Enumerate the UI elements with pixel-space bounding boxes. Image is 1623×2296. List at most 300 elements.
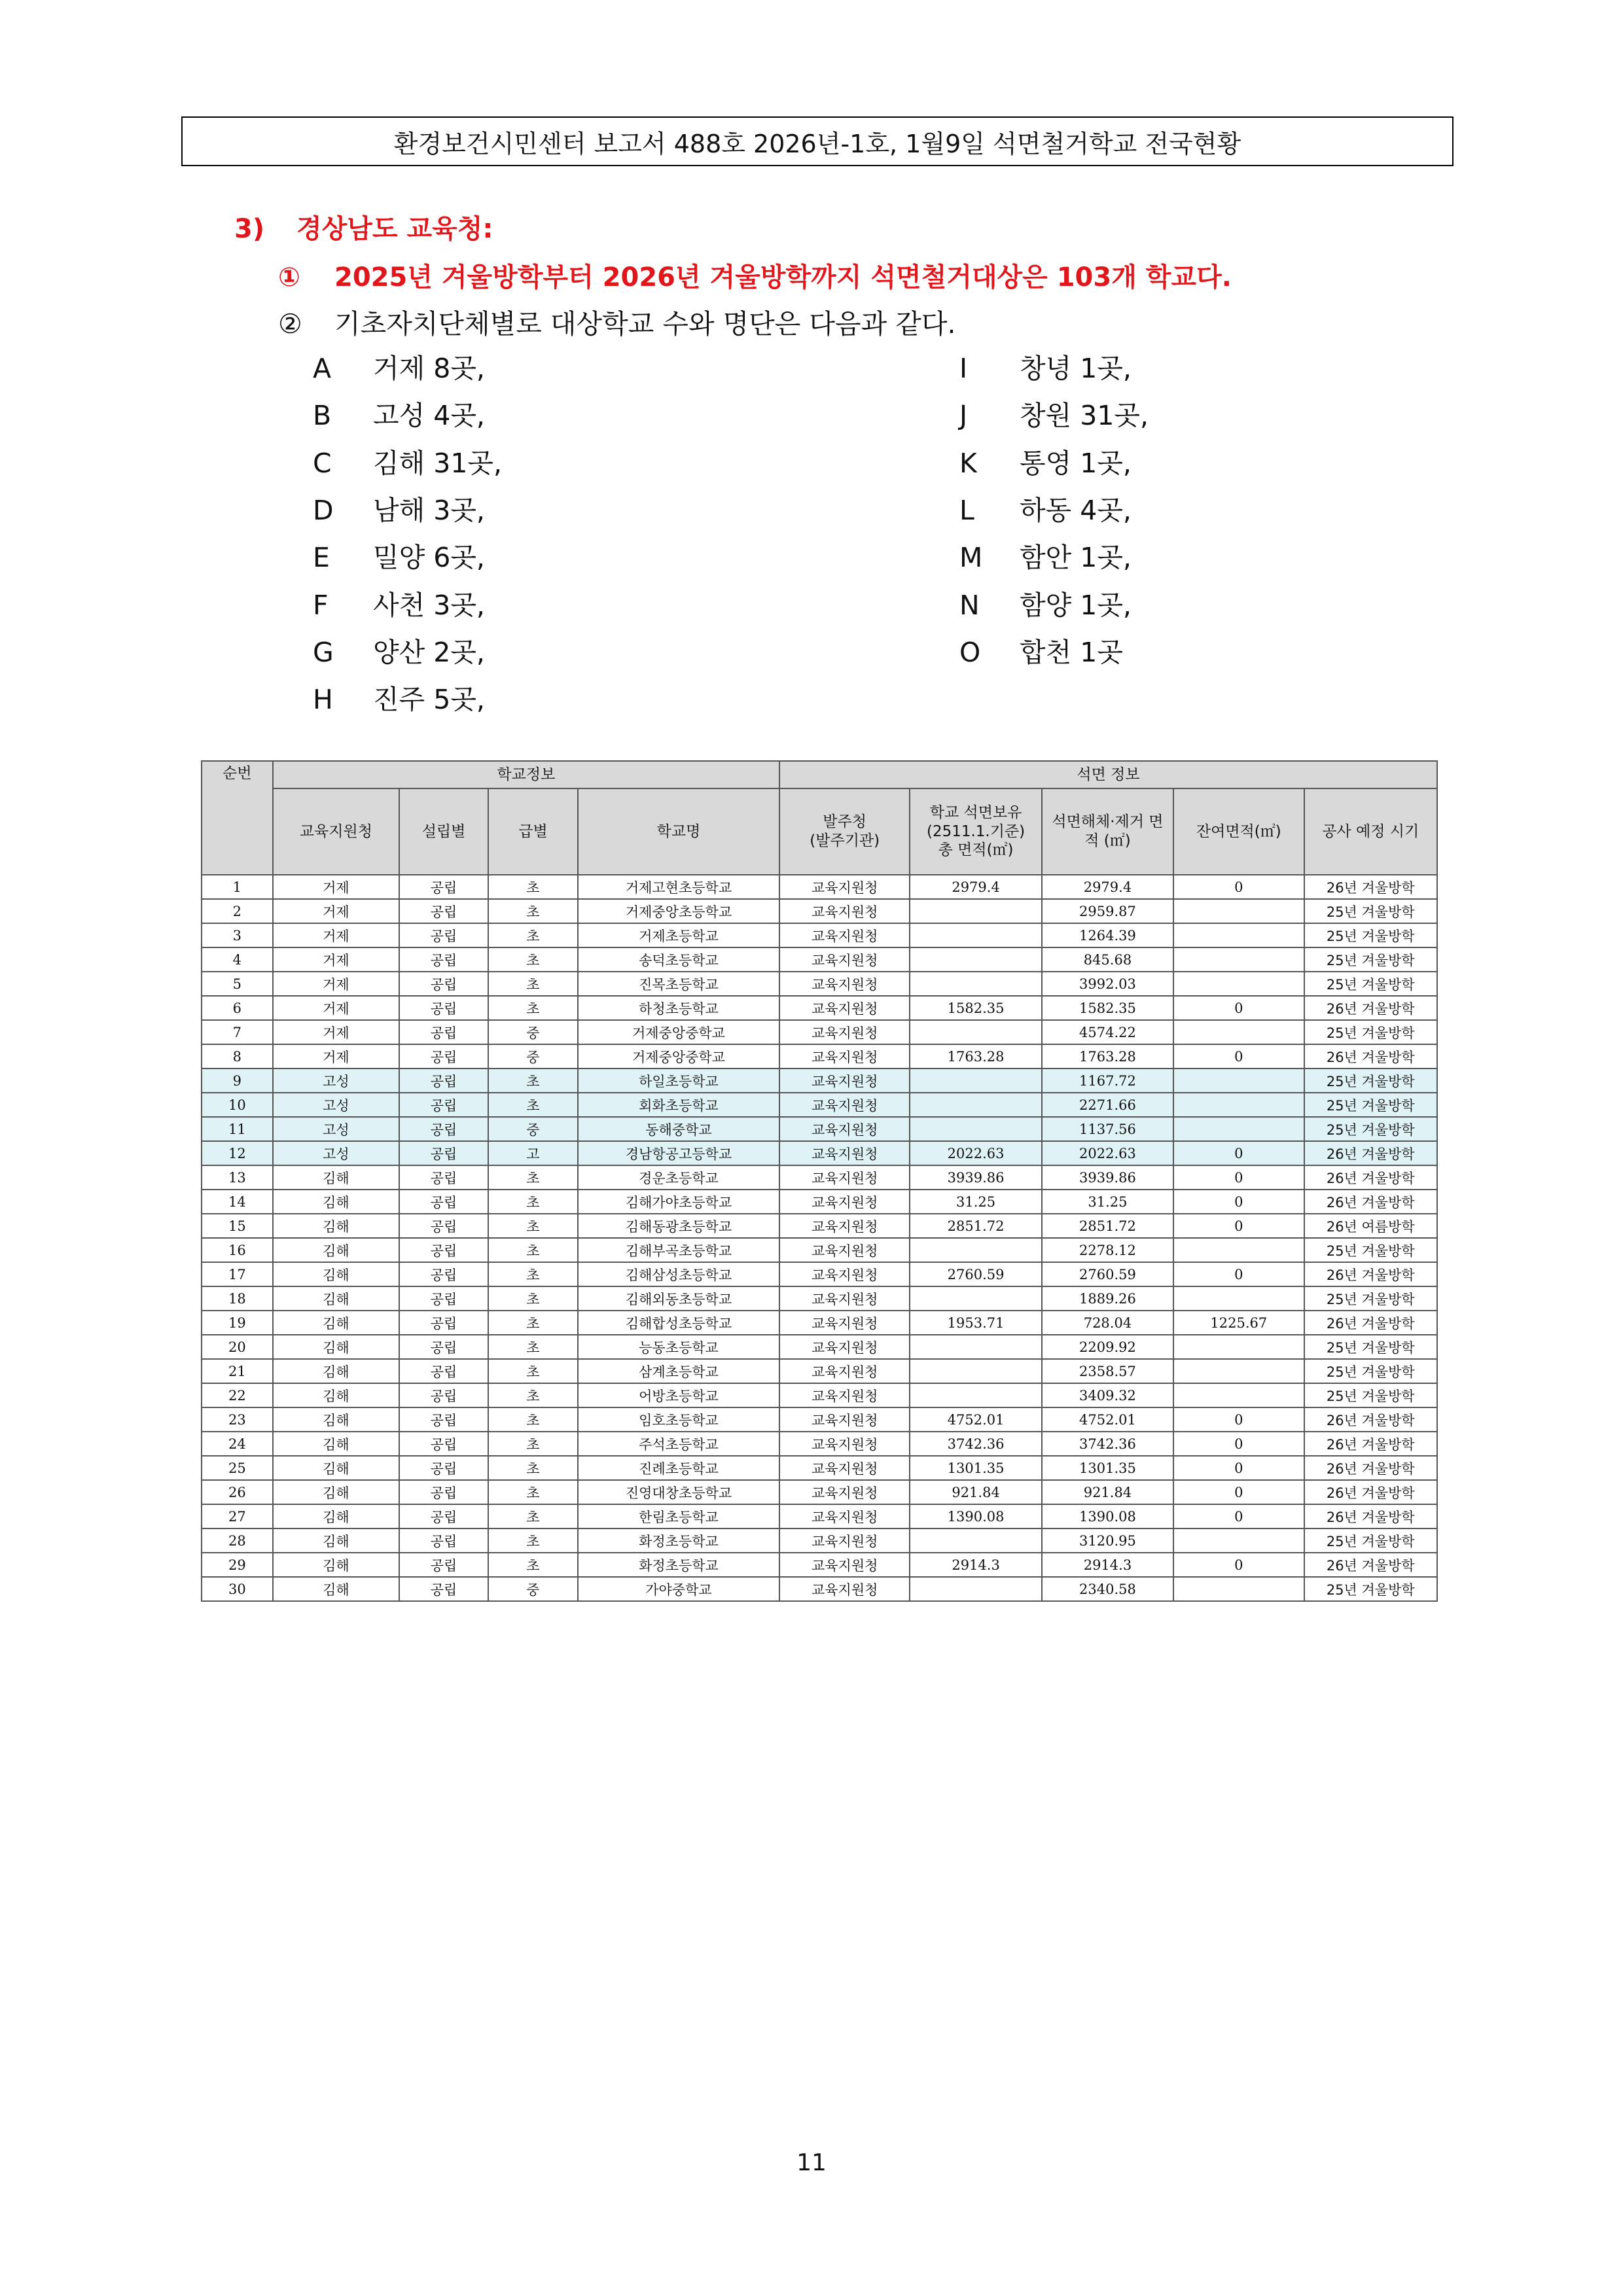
- schools-table: [201, 760, 1438, 1602]
- table-cell: 18: [202, 1286, 273, 1311]
- table-cell: 거제: [273, 923, 399, 947]
- table-cell: 김해: [273, 1577, 399, 1601]
- table-cell: 고성: [273, 1141, 399, 1165]
- table-cell: 교육지원청: [779, 1359, 910, 1383]
- table-cell: 하청초등학교: [578, 996, 779, 1020]
- table-cell: 공립: [399, 996, 488, 1020]
- table-row: [202, 1504, 1437, 1528]
- table-cell: 공립: [399, 1577, 488, 1601]
- table-cell: 1167.72: [1042, 1069, 1173, 1093]
- table-cell: 김해: [273, 1262, 399, 1286]
- table-cell: 교육지원청: [779, 1504, 910, 1528]
- table-cell: [910, 1528, 1041, 1553]
- table-row: [202, 996, 1437, 1020]
- table-cell: 1137.56: [1042, 1117, 1173, 1141]
- table-cell: 공립: [399, 972, 488, 996]
- table-cell: 26년 겨울방학: [1304, 1141, 1438, 1165]
- section-heading: [234, 208, 493, 245]
- table-cell: 교육지원청: [779, 1020, 910, 1044]
- table-cell: 2022.63: [910, 1141, 1041, 1165]
- region-text: 창녕 1곳,: [1020, 353, 1132, 384]
- table-cell: 26년 여름방학: [1304, 1214, 1438, 1238]
- table-cell: 임호초등학교: [578, 1407, 779, 1432]
- table-cell: 김해: [273, 1407, 399, 1432]
- table-cell: 교육지원청: [779, 1383, 910, 1407]
- table-cell: 교육지원청: [779, 1238, 910, 1262]
- table-cell: 공립: [399, 1528, 488, 1553]
- table-cell: 7: [202, 1020, 273, 1044]
- table-cell: 14: [202, 1190, 273, 1214]
- table-row: [202, 923, 1437, 947]
- table-row: [202, 1432, 1437, 1456]
- header-founding: 설립별: [399, 788, 488, 875]
- table-cell: 교육지원청: [779, 1286, 910, 1311]
- table-cell: 고성: [273, 1069, 399, 1093]
- table-row: [202, 1335, 1437, 1359]
- table-cell: 공립: [399, 1456, 488, 1480]
- table-cell: 경남항공고등학교: [578, 1141, 779, 1165]
- table-cell: 초: [488, 1528, 578, 1553]
- table-cell: 교육지원청: [779, 875, 910, 899]
- table-cell: 1763.28: [910, 1044, 1041, 1069]
- point-text: 2025년 겨울방학부터 2026년 겨울방학까지 석면철거대상은 103개 학교다.: [334, 262, 1232, 292]
- table-cell: 거제중앙초등학교: [578, 899, 779, 923]
- table-cell: 17: [202, 1262, 273, 1286]
- table-row: [202, 1480, 1437, 1504]
- table-cell: 진영대창초등학교: [578, 1480, 779, 1504]
- table-row: [202, 1141, 1437, 1165]
- table-cell: 김해: [273, 1214, 399, 1238]
- table-cell: 24: [202, 1432, 273, 1456]
- table-cell: 3939.86: [910, 1165, 1041, 1190]
- table-cell: [1173, 1020, 1304, 1044]
- region-text: 함양 1곳,: [1020, 589, 1132, 621]
- table-cell: 김해: [273, 1238, 399, 1262]
- region-item: [313, 442, 502, 480]
- table-cell: 공립: [399, 1383, 488, 1407]
- table-cell: 교육지원청: [779, 1262, 910, 1286]
- region-letter: O: [959, 636, 981, 668]
- table-cell: 화정초등학교: [578, 1528, 779, 1553]
- header-client: 발주청 (발주기관): [779, 788, 910, 875]
- table-cell: 5: [202, 972, 273, 996]
- table-cell: 초: [488, 1214, 578, 1238]
- region-item: [313, 394, 485, 433]
- table-cell: 교육지원청: [779, 1432, 910, 1456]
- table-cell: 초: [488, 1262, 578, 1286]
- table-cell: 4574.22: [1042, 1020, 1173, 1044]
- table-cell: 2271.66: [1042, 1093, 1173, 1117]
- table-cell: 김해: [273, 1432, 399, 1456]
- table-cell: 초: [488, 899, 578, 923]
- table-cell: 28: [202, 1528, 273, 1553]
- table-cell: 중: [488, 1020, 578, 1044]
- region-letter: D: [313, 494, 334, 526]
- table-cell: 교육지원청: [779, 1214, 910, 1238]
- table-cell: 김해: [273, 1359, 399, 1383]
- table-cell: [1173, 1577, 1304, 1601]
- table-cell: 1301.35: [910, 1456, 1041, 1480]
- table-cell: 0: [1173, 996, 1304, 1020]
- table-cell: 3409.32: [1042, 1383, 1173, 1407]
- table-cell: 공립: [399, 1093, 488, 1117]
- table-cell: 26년 겨울방학: [1304, 1407, 1438, 1432]
- header-school-info: 학교정보: [273, 761, 779, 788]
- table-cell: 0: [1173, 1262, 1304, 1286]
- table-cell: 공립: [399, 1069, 488, 1093]
- table-cell: 0: [1173, 875, 1304, 899]
- region-text: 하동 4곳,: [1020, 494, 1132, 526]
- table-row: [202, 1190, 1437, 1214]
- table-cell: 교육지원청: [779, 1407, 910, 1432]
- table-cell: 25년 겨울방학: [1304, 1359, 1438, 1383]
- table-cell: 초: [488, 1553, 578, 1577]
- region-letter: C: [313, 447, 332, 479]
- table-cell: [1173, 1335, 1304, 1359]
- table-cell: 교육지원청: [779, 1165, 910, 1190]
- table-cell: 2: [202, 899, 273, 923]
- table-cell: [910, 972, 1041, 996]
- table-cell: 초: [488, 1190, 578, 1214]
- table-header-sub: [202, 788, 1437, 875]
- table-cell: 주석초등학교: [578, 1432, 779, 1456]
- region-letter: G: [313, 636, 334, 668]
- table-cell: 26년 겨울방학: [1304, 1311, 1438, 1335]
- table-cell: 김해: [273, 1553, 399, 1577]
- table-cell: 공립: [399, 1480, 488, 1504]
- table-cell: 4: [202, 947, 273, 972]
- table-cell: [910, 1286, 1041, 1311]
- header-seq: 순번: [202, 761, 273, 875]
- table-cell: 3742.36: [1042, 1432, 1173, 1456]
- region-text: 창원 31곳,: [1020, 400, 1149, 432]
- table-cell: 김해합성초등학교: [578, 1311, 779, 1335]
- table-cell: 2851.72: [1042, 1214, 1173, 1238]
- table-row: [202, 1311, 1437, 1335]
- table-cell: [1173, 1069, 1304, 1093]
- table-cell: 김해외동초등학교: [578, 1286, 779, 1311]
- table-cell: 1582.35: [1042, 996, 1173, 1020]
- table-cell: 김해: [273, 1190, 399, 1214]
- region-letter: L: [959, 494, 974, 526]
- table-cell: 공립: [399, 1117, 488, 1141]
- table-header-top: [202, 761, 1437, 788]
- table-cell: [910, 1020, 1041, 1044]
- table-cell: 거제: [273, 972, 399, 996]
- table-cell: [910, 1577, 1041, 1601]
- table-cell: 거제중앙중학교: [578, 1020, 779, 1044]
- table-cell: 25년 겨울방학: [1304, 1117, 1438, 1141]
- table-cell: 12: [202, 1141, 273, 1165]
- table-cell: 교육지원청: [779, 1335, 910, 1359]
- table-cell: 23: [202, 1407, 273, 1432]
- table-cell: 초: [488, 996, 578, 1020]
- region-text: 사천 3곳,: [373, 589, 485, 621]
- table-row: [202, 1383, 1437, 1407]
- table-row: [202, 1214, 1437, 1238]
- table-cell: [910, 1117, 1041, 1141]
- table-cell: 초: [488, 1335, 578, 1359]
- table-cell: 0: [1173, 1214, 1304, 1238]
- table-cell: 진목초등학교: [578, 972, 779, 996]
- table-cell: [910, 1093, 1041, 1117]
- table-cell: 2979.4: [1042, 875, 1173, 899]
- table-cell: 교육지원청: [779, 1069, 910, 1093]
- table-cell: 1889.26: [1042, 1286, 1173, 1311]
- table-cell: 22: [202, 1383, 273, 1407]
- table-cell: 4752.01: [1042, 1407, 1173, 1432]
- table-cell: 초: [488, 1238, 578, 1262]
- region-text: 밀양 6곳,: [373, 542, 485, 574]
- table-cell: 공립: [399, 1335, 488, 1359]
- table-cell: 2278.12: [1042, 1238, 1173, 1262]
- point-marker: ②: [278, 308, 302, 340]
- table-row: [202, 1553, 1437, 1577]
- table-cell: 교육지원청: [779, 1093, 910, 1117]
- table-cell: 1225.67: [1173, 1311, 1304, 1335]
- table-cell: 경운초등학교: [578, 1165, 779, 1190]
- table-cell: [910, 1359, 1041, 1383]
- table-cell: 2209.92: [1042, 1335, 1173, 1359]
- region-letter: E: [313, 542, 330, 574]
- table-cell: 교육지원청: [779, 1480, 910, 1504]
- table-cell: 초: [488, 1165, 578, 1190]
- point-marker: ①: [278, 262, 300, 292]
- table-cell: 초: [488, 1286, 578, 1311]
- table-cell: 2760.59: [910, 1262, 1041, 1286]
- header-removal: 석면해체·제거 면 적 (㎡): [1042, 788, 1173, 875]
- region-text: 진주 5곳,: [373, 684, 485, 716]
- table-cell: 공립: [399, 1214, 488, 1238]
- table-row: [202, 1456, 1437, 1480]
- table-cell: 김해: [273, 1286, 399, 1311]
- table-cell: 29: [202, 1553, 273, 1577]
- table-cell: 중: [488, 1044, 578, 1069]
- table-row: [202, 947, 1437, 972]
- table-cell: 고성: [273, 1093, 399, 1117]
- table-cell: 거제: [273, 1020, 399, 1044]
- table-cell: 2979.4: [910, 875, 1041, 899]
- header-remaining: 잔여면적(㎡): [1173, 788, 1304, 875]
- table-cell: 가야중학교: [578, 1577, 779, 1601]
- table-cell: 728.04: [1042, 1311, 1173, 1335]
- table-cell: [1173, 1093, 1304, 1117]
- table-cell: 교육지원청: [779, 1456, 910, 1480]
- section-number: 3): [234, 214, 265, 244]
- table-cell: 1390.08: [1042, 1504, 1173, 1528]
- table-cell: [1173, 1238, 1304, 1262]
- table-cell: 31.25: [1042, 1190, 1173, 1214]
- table-row: [202, 875, 1437, 899]
- table-cell: 초: [488, 1383, 578, 1407]
- table-cell: 2914.3: [1042, 1553, 1173, 1577]
- table-cell: 능동초등학교: [578, 1335, 779, 1359]
- region-letter: J: [959, 400, 968, 432]
- table-cell: [1173, 923, 1304, 947]
- table-cell: 0: [1173, 1456, 1304, 1480]
- table-cell: 초: [488, 1407, 578, 1432]
- region-text: 김해 31곳,: [373, 447, 503, 479]
- table-cell: 김해: [273, 1311, 399, 1335]
- table-cell: 거제초등학교: [578, 923, 779, 947]
- table-cell: 1953.71: [910, 1311, 1041, 1335]
- table-cell: 교육지원청: [779, 1044, 910, 1069]
- table-row: [202, 1069, 1437, 1093]
- table-cell: 공립: [399, 923, 488, 947]
- table-cell: 4752.01: [910, 1407, 1041, 1432]
- region-text: 고성 4곳,: [373, 400, 485, 432]
- table-cell: 9: [202, 1069, 273, 1093]
- table-cell: 2959.87: [1042, 899, 1173, 923]
- table-cell: 0: [1173, 1480, 1304, 1504]
- table-cell: 0: [1173, 1190, 1304, 1214]
- table-cell: 26: [202, 1480, 273, 1504]
- point-description: [278, 302, 956, 341]
- table-cell: 921.84: [910, 1480, 1041, 1504]
- region-item: [313, 489, 485, 527]
- table-cell: 1264.39: [1042, 923, 1173, 947]
- report-header: [181, 116, 1454, 166]
- header-asbestos-info: 석면 정보: [779, 761, 1437, 788]
- table-cell: 교육지원청: [779, 1311, 910, 1335]
- table-cell: 김해: [273, 1383, 399, 1407]
- table-cell: 1390.08: [910, 1504, 1041, 1528]
- table-cell: 한림초등학교: [578, 1504, 779, 1528]
- region-item: [313, 347, 485, 385]
- table-cell: 921.84: [1042, 1480, 1173, 1504]
- table-row: [202, 1165, 1437, 1190]
- table-cell: 26년 겨울방학: [1304, 1504, 1438, 1528]
- table-cell: 김해: [273, 1456, 399, 1480]
- table-cell: 송덕초등학교: [578, 947, 779, 972]
- table-cell: 교육지원청: [779, 972, 910, 996]
- table-cell: 26년 겨울방학: [1304, 1432, 1438, 1456]
- table-cell: 27: [202, 1504, 273, 1528]
- table-cell: 2358.57: [1042, 1359, 1173, 1383]
- table-cell: 김해: [273, 1528, 399, 1553]
- table-cell: 공립: [399, 875, 488, 899]
- region-item: [959, 536, 1132, 574]
- region-text: 남해 3곳,: [373, 494, 485, 526]
- table-cell: 교육지원청: [779, 1190, 910, 1214]
- table-cell: 공립: [399, 1286, 488, 1311]
- table-row: [202, 1093, 1437, 1117]
- table-cell: [910, 1383, 1041, 1407]
- table-cell: 30: [202, 1577, 273, 1601]
- table-cell: 교육지원청: [779, 947, 910, 972]
- table-cell: 초: [488, 1480, 578, 1504]
- region-item: [959, 347, 1132, 385]
- table-cell: 10: [202, 1093, 273, 1117]
- table-cell: 3742.36: [910, 1432, 1041, 1456]
- table-cell: 26년 겨울방학: [1304, 1553, 1438, 1577]
- table-cell: 동해중학교: [578, 1117, 779, 1141]
- table-cell: 25: [202, 1456, 273, 1480]
- table-cell: 1301.35: [1042, 1456, 1173, 1480]
- table-cell: [1173, 947, 1304, 972]
- table-cell: 거제: [273, 996, 399, 1020]
- table-cell: 25년 겨울방학: [1304, 947, 1438, 972]
- table-cell: 8: [202, 1044, 273, 1069]
- table-cell: 공립: [399, 1238, 488, 1262]
- table-cell: 공립: [399, 1553, 488, 1577]
- table-row: [202, 1044, 1437, 1069]
- table-cell: 2760.59: [1042, 1262, 1173, 1286]
- table-cell: 25년 겨울방학: [1304, 1335, 1438, 1359]
- table-cell: 0: [1173, 1165, 1304, 1190]
- table-cell: 초: [488, 1311, 578, 1335]
- table-cell: [910, 923, 1041, 947]
- table-cell: 공립: [399, 947, 488, 972]
- table-cell: 25년 겨울방학: [1304, 1577, 1438, 1601]
- table-cell: 26년 겨울방학: [1304, 1480, 1438, 1504]
- table-cell: 19: [202, 1311, 273, 1335]
- table-cell: 초: [488, 1069, 578, 1093]
- table-cell: 25년 겨울방학: [1304, 972, 1438, 996]
- region-letter: H: [313, 684, 333, 716]
- table-cell: 김해가야초등학교: [578, 1190, 779, 1214]
- region-text: 양산 2곳,: [373, 636, 485, 668]
- table-cell: 16: [202, 1238, 273, 1262]
- page-number: 11: [796, 2149, 827, 2176]
- table-cell: 25년 겨울방학: [1304, 923, 1438, 947]
- table-cell: 25년 겨울방학: [1304, 1528, 1438, 1553]
- table-cell: 0: [1173, 1553, 1304, 1577]
- region-text: 통영 1곳,: [1020, 447, 1132, 479]
- table-cell: 교육지원청: [779, 1577, 910, 1601]
- table-cell: 26년 겨울방학: [1304, 1456, 1438, 1480]
- table-cell: 25년 겨울방학: [1304, 1383, 1438, 1407]
- table-cell: 3: [202, 923, 273, 947]
- table-cell: 2340.58: [1042, 1577, 1173, 1601]
- table-cell: 0: [1173, 1504, 1304, 1528]
- table-cell: 김해: [273, 1480, 399, 1504]
- table-row: [202, 972, 1437, 996]
- table-cell: 공립: [399, 1141, 488, 1165]
- point-text: 기초자치단체별로 대상학교 수와 명단은 다음과 같다.: [334, 308, 956, 340]
- table-cell: 거제중앙중학교: [578, 1044, 779, 1069]
- table-cell: [1173, 1117, 1304, 1141]
- table-cell: 교육지원청: [779, 1117, 910, 1141]
- point-summary: [278, 256, 1232, 294]
- region-text: 합천 1곳: [1020, 636, 1123, 668]
- header-schedule: 공사 예정 시기: [1304, 788, 1438, 875]
- table-cell: 13: [202, 1165, 273, 1190]
- region-item: [959, 442, 1132, 480]
- region-letter: M: [959, 542, 983, 574]
- table-cell: 2914.3: [910, 1553, 1041, 1577]
- table-cell: 2022.63: [1042, 1141, 1173, 1165]
- table-cell: 거제: [273, 947, 399, 972]
- region-item: [313, 584, 485, 622]
- table-row: [202, 1577, 1437, 1601]
- table-cell: [910, 947, 1041, 972]
- table-cell: [1173, 1528, 1304, 1553]
- table-cell: 공립: [399, 1165, 488, 1190]
- table-cell: 1763.28: [1042, 1044, 1173, 1069]
- region-item: [313, 678, 485, 716]
- table-cell: 김해삼성초등학교: [578, 1262, 779, 1286]
- table-cell: 공립: [399, 899, 488, 923]
- table-cell: 공립: [399, 1044, 488, 1069]
- table-cell: 26년 겨울방학: [1304, 1165, 1438, 1190]
- table-cell: 21: [202, 1359, 273, 1383]
- table-row: [202, 1117, 1437, 1141]
- table-cell: 진례초등학교: [578, 1456, 779, 1480]
- region-item: [959, 489, 1132, 527]
- table-cell: 6: [202, 996, 273, 1020]
- table-cell: 26년 겨울방학: [1304, 875, 1438, 899]
